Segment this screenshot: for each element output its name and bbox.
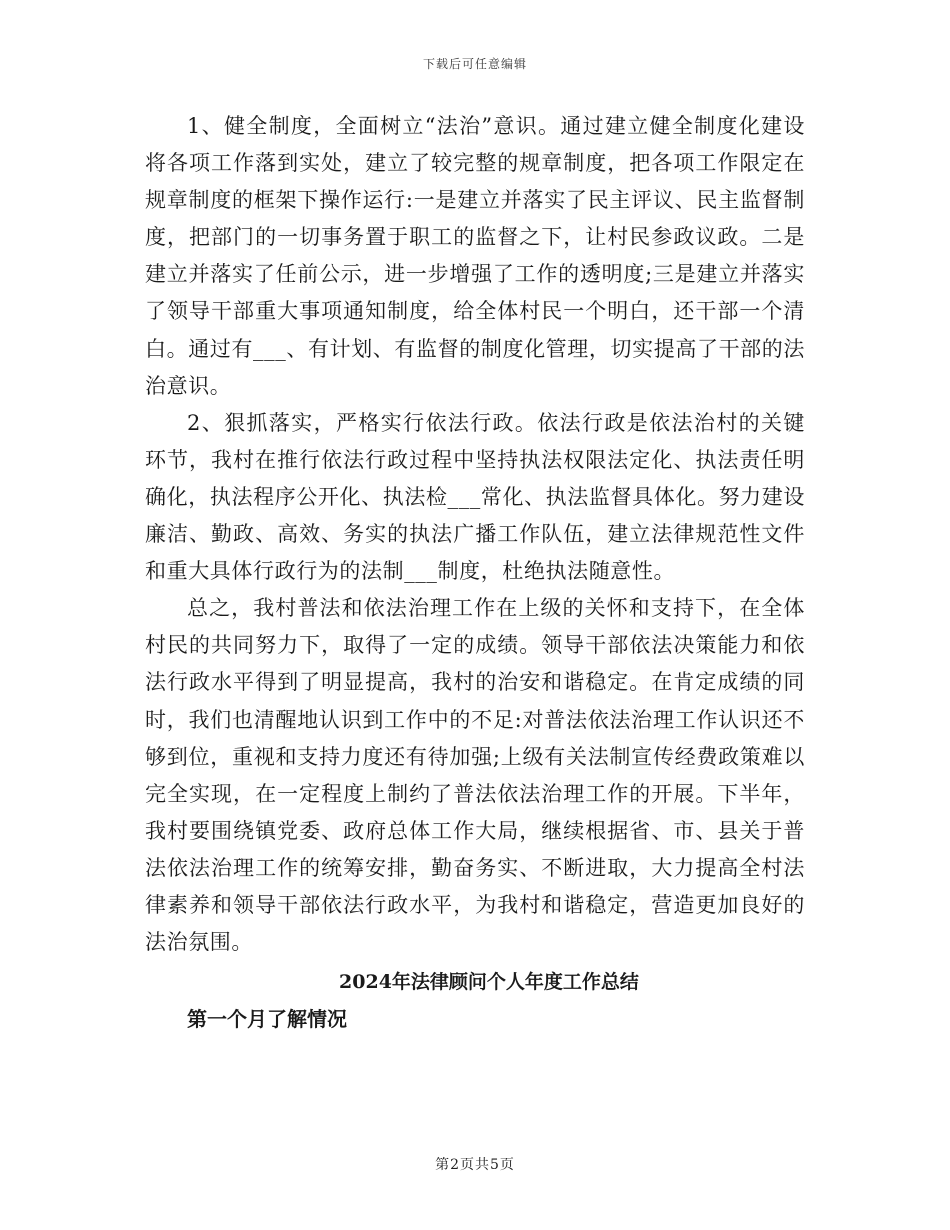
paragraph-law-enforcement: 2、狠抓落实，严格实行依法行政。依法行政是依法治村的关键环节，我村在推行依法行政过程中坚持执法权限法定化、执法责任明确化，执法程序公开化、执法检___常化、执法监督具体化。努力建设廉洁、勤政、高效、务实的执法广播工作队伍，建立法律规范性文件和重大具体行政行为的法制___制度，杜绝执法随意性。: [145, 410, 805, 584]
document-body: [145, 108, 805, 1038]
paragraph-system-building: 1、健全制度，全面树立“法治”意识。通过建立健全制度化建设将各项工作落到实处，建立了较完整的规章制度，把各项工作限定在规章制度的框架下操作运行:一是建立并落实了民主评议、民主监督制度，把部门的一切事务置于职工的监督之下，让村民参政议政。二是建立并落实了任前公示，进一步增强了工作的透明度;三是建立并落实了领导干部重大事项通知制度，给全体村民一个明白，还干部一个清白。通过有___、有计划、有监督的制度化管理，切实提高了干部的法治意识。: [145, 114, 805, 398]
section-subtitle: 第一个月了解情况: [187, 1007, 347, 1032]
section-title: 2024年法律顾问个人年度工作总结: [339, 971, 639, 994]
page-number: 第2页共5页: [435, 1157, 515, 1173]
paragraph-summary: 总之，我村普法和依法治理工作在上级的关怀和支持下，在全体村民的共同努力下，取得了一定的成绩。领导干部依法决策能力和依法行政水平得到了明显提高，我村的治安和谐稳定。在肯定成绩的同时，我们也清醒地认识到工作中的不足:对普法依法治理工作认识还不够到位，重视和支持力度还有待加强;上级有关法制宣传经费政策难以完全实现，在一定程度上制约了普法依法治理工作的开展。下半年，我村要围绕镇党委、政府总体工作大局，继续根据省、市、县关于普法依法治理工作的统筹安排，勤奋务实、不断进取，大力提高全村法律素养和领导干部依法行政水平，为我村和谐稳定，营造更加良好的法治氛围。: [145, 596, 805, 955]
header-note: 下载后可任意编辑: [422, 57, 527, 71]
